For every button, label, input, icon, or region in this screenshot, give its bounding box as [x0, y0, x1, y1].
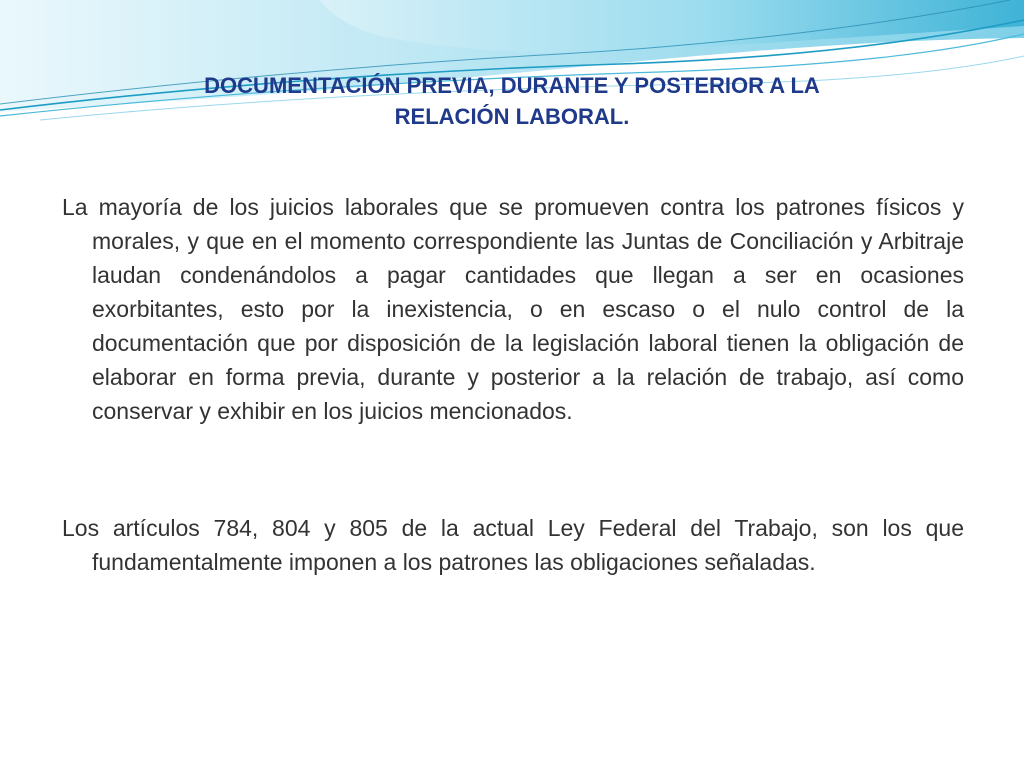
page-title: [60, 70, 964, 132]
paragraph-1: La mayoría de los juicios laborales que se promueven contra los patrones físicos y morales, y que en el momento correspondiente las Juntas de Conciliación y Arbitraje laudan condenándolos a pagar cantidades que llegan a ser en ocasiones exorbitantes, esto por la inexistencia, o en escaso o el nulo control de la documentación que por disposición de la legislación laboral tienen la obligación de elaborar en forma previa, durante y posterior a la relación de trabajo, así como conservar y exhibir en los juicios mencionados.: [62, 194, 964, 424]
title-line-2: RELACIÓN LABORAL.: [394, 104, 630, 129]
title-line-1: DOCUMENTACIÓN PREVIA, DURANTE Y POSTERIOR A LA: [204, 73, 820, 98]
paragraph-2: Los artículos 784, 804 y 805 de la actual Ley Federal del Trabajo, son los que fundamentalmente imponen a los patrones las obligaciones señaladas.: [62, 515, 964, 575]
